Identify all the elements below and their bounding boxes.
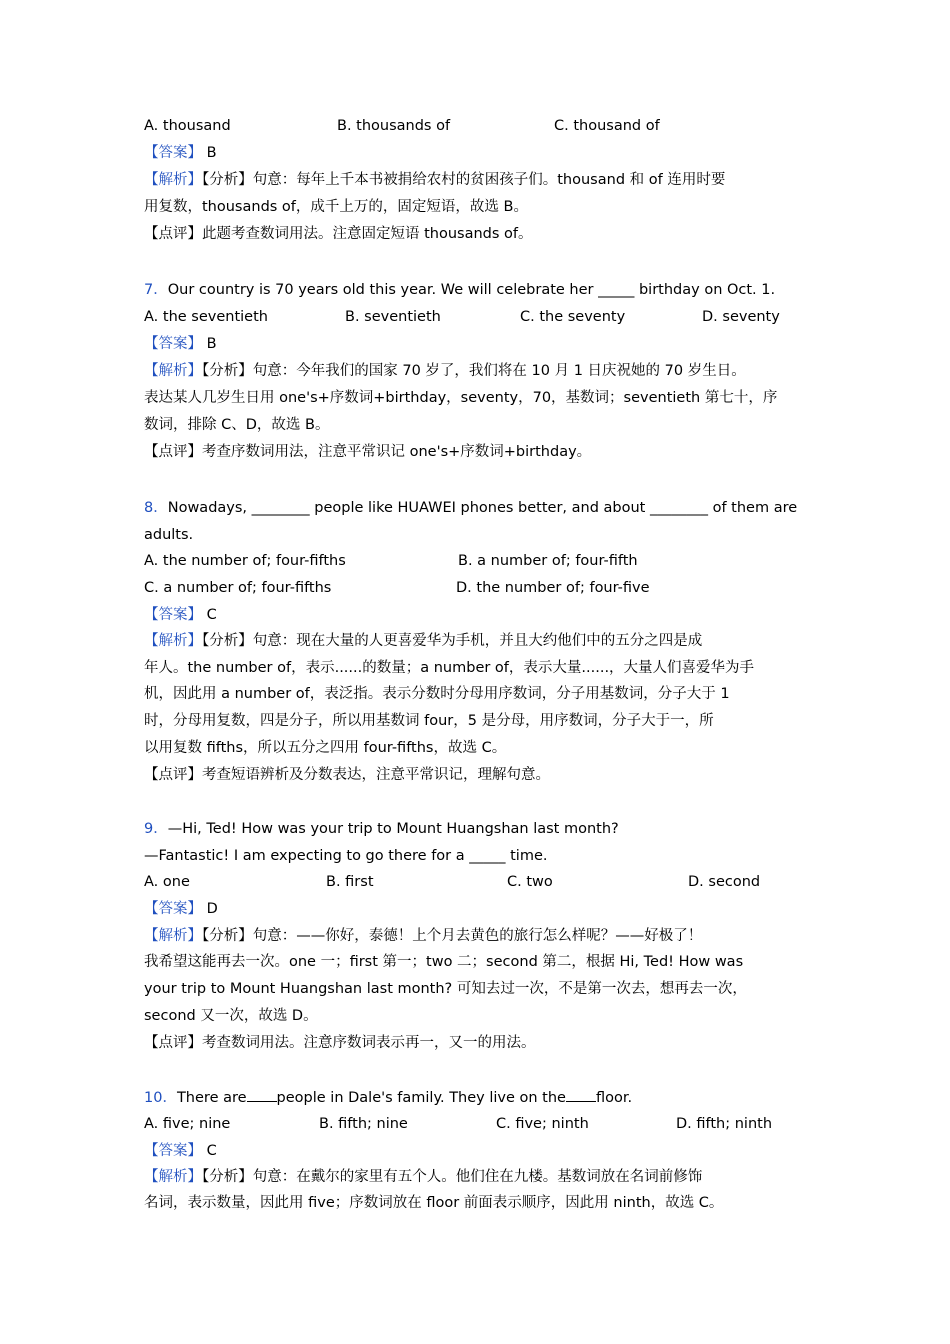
q8-analysis-line-5: 以用复数 fifths，所以五分之四用 four-fifths，故选 C。	[144, 740, 507, 756]
answer-tag: 【答案】	[144, 336, 202, 352]
q9-option-d: D. second	[688, 874, 761, 890]
q6-comment: 【点评】此题考查数词用法。注意固定短语 thousands of。	[144, 226, 533, 242]
blank-line	[247, 1087, 277, 1102]
q6-option-a: A. thousand	[144, 118, 231, 134]
answer-value: B	[206, 336, 217, 352]
q9-analysis-line-2: 我希望这能再去一次。one 一；first 第一；two 二；second 第二，根据 Hi, Ted! How was	[144, 954, 744, 970]
answer-value: D	[206, 901, 218, 917]
answer-tag: 【答案】	[144, 607, 202, 623]
q7-option-b: B. seventieth	[345, 309, 441, 325]
q8-number: 8．	[144, 500, 168, 516]
q9-analysis-line-4: second 又一次，故选 D。	[144, 1008, 318, 1024]
answer-value: B	[206, 145, 217, 161]
q9-option-b: B. first	[326, 874, 374, 890]
q8-stem: Nowadays, ________ people like HUAWEI phones better, and about ________ of them are	[167, 500, 798, 516]
q6-option-b: B. thousands of	[337, 118, 451, 134]
q9-stem-line-1	[144, 819, 619, 839]
analysis-tag: 【解析】	[144, 928, 202, 944]
q9-comment: 【点评】考查数词用法。注意序数词表示再一，又一的用法。	[144, 1035, 536, 1051]
q10-analysis-line-2: 名词，表示数量，因此用 five；序数词放在 floor 前面表示顺序，因此用 ninth，故选 C。	[144, 1195, 724, 1211]
q9-stem-line-2: —Fantastic! I am expecting to go there for a _____ time.	[144, 848, 548, 864]
q10-answer-line	[144, 1141, 217, 1161]
analysis-text: 【分析】句意：——你好，泰德！上个月去黄色的旅行怎么样呢？——好极了！	[202, 928, 703, 944]
analysis-tag: 【解析】	[144, 633, 202, 649]
q8-analysis-line-2: 年人。the number of，表示......的数量；a number of，表示大量......，大量人们喜爱华为手	[144, 660, 755, 676]
q7-stem-line	[144, 280, 775, 300]
q7-number: 7．	[144, 282, 168, 298]
q7-option-d: D. seventy	[702, 309, 780, 325]
q8-analysis-line-3: 机，因此用 a number of，表泛指。表示分数时分母用序数词，分子用基数词，分子大于 1	[144, 686, 730, 702]
q6-answer-line	[144, 143, 217, 163]
q7-option-a: A. the seventieth	[144, 309, 268, 325]
q6-analysis-line-1	[144, 170, 725, 190]
q6-analysis-line-2: 用复数，thousands of，成千上万的，固定短语，故选 B。	[144, 199, 528, 215]
q8-option-d: D. the number of; four-five	[456, 580, 650, 596]
q8-analysis-line-4: 时，分母用复数，四是分子，所以用基数词 four，5 是分母，用序数词，分子大于一，所	[144, 713, 714, 729]
q7-answer-line	[144, 334, 217, 354]
analysis-text: 【分析】句意：现在大量的人更喜爱华为手机，并且大约他们中的五分之四是成	[202, 633, 703, 649]
q8-option-a: A. the number of; four-fifths	[144, 553, 346, 569]
q10-option-b: B. fifth; nine	[319, 1116, 408, 1132]
q10-option-a: A. five; nine	[144, 1116, 231, 1132]
answer-value: C	[206, 607, 217, 623]
q9-answer-line	[144, 899, 218, 919]
q9-analysis-line-1	[144, 926, 702, 946]
q10-stem-line	[144, 1087, 632, 1108]
q9-number: 9．	[144, 821, 168, 837]
q10-number: 10．	[144, 1090, 177, 1106]
q6-option-c: C. thousand of	[554, 118, 660, 134]
answer-tag: 【答案】	[144, 1143, 202, 1159]
q8-answer-line	[144, 605, 217, 625]
analysis-tag: 【解析】	[144, 172, 202, 188]
q7-analysis-line-1	[144, 361, 746, 381]
analysis-text: 【分析】句意：在戴尔的家里有五个人。他们住在九楼。基数词放在名词前修饰	[202, 1169, 703, 1185]
q7-analysis-line-3: 数词，排除 C、D，故选 B。	[144, 417, 330, 433]
answer-tag: 【答案】	[144, 145, 202, 161]
q8-option-b: B. a number of; four-fifth	[458, 553, 638, 569]
q8-stem-line-2: adults.	[144, 527, 194, 543]
q10-stem-part-1: There are	[176, 1090, 247, 1106]
analysis-text: 【分析】句意：今年我们的国家 70 岁了，我们将在 10 月 1 日庆祝她的 70 岁生日。	[202, 363, 746, 379]
analysis-tag: 【解析】	[144, 1169, 202, 1185]
answer-value: C	[206, 1143, 217, 1159]
q10-option-d: D. fifth; ninth	[676, 1116, 773, 1132]
q7-comment: 【点评】考查序数词用法，注意平常识记 one's+序数词+birthday。	[144, 444, 592, 460]
q10-analysis-line-1	[144, 1167, 702, 1187]
analysis-text: 【分析】句意：每年上千本书被捐给农村的贫困孩子们。thousand 和 of 连用时要	[202, 172, 726, 188]
q8-comment: 【点评】考查短语辨析及分数表达，注意平常识记，理解句意。	[144, 767, 550, 783]
q8-analysis-line-1	[144, 631, 702, 651]
q7-option-c: C. the seventy	[520, 309, 626, 325]
answer-tag: 【答案】	[144, 901, 202, 917]
q7-analysis-line-2: 表达某人几岁生日用 one's+序数词+birthday，seventy，70，基数词；seventieth 第七十，序	[144, 390, 778, 406]
blank-line	[566, 1087, 596, 1102]
q10-stem-part-2: people in Dale's family. They live on the	[276, 1090, 566, 1106]
q8-option-c: C. a number of; four-fifths	[144, 580, 332, 596]
q7-stem: Our country is 70 years old this year. We will celebrate her _____ birthday on Oct. 1.	[167, 282, 776, 298]
q10-stem-part-3: floor.	[595, 1090, 633, 1106]
q9-stem: —Hi, Ted! How was your trip to Mount Huangshan last month?	[167, 821, 619, 837]
q9-option-a: A. one	[144, 874, 190, 890]
q10-option-c: C. five; ninth	[496, 1116, 589, 1132]
q8-stem-line-1	[144, 498, 797, 518]
analysis-tag: 【解析】	[144, 363, 202, 379]
q9-analysis-line-3: your trip to Mount Huangshan last month? 可知去过一次，不是第一次去，想再去一次，	[144, 981, 747, 997]
q9-option-c: C. two	[507, 874, 553, 890]
